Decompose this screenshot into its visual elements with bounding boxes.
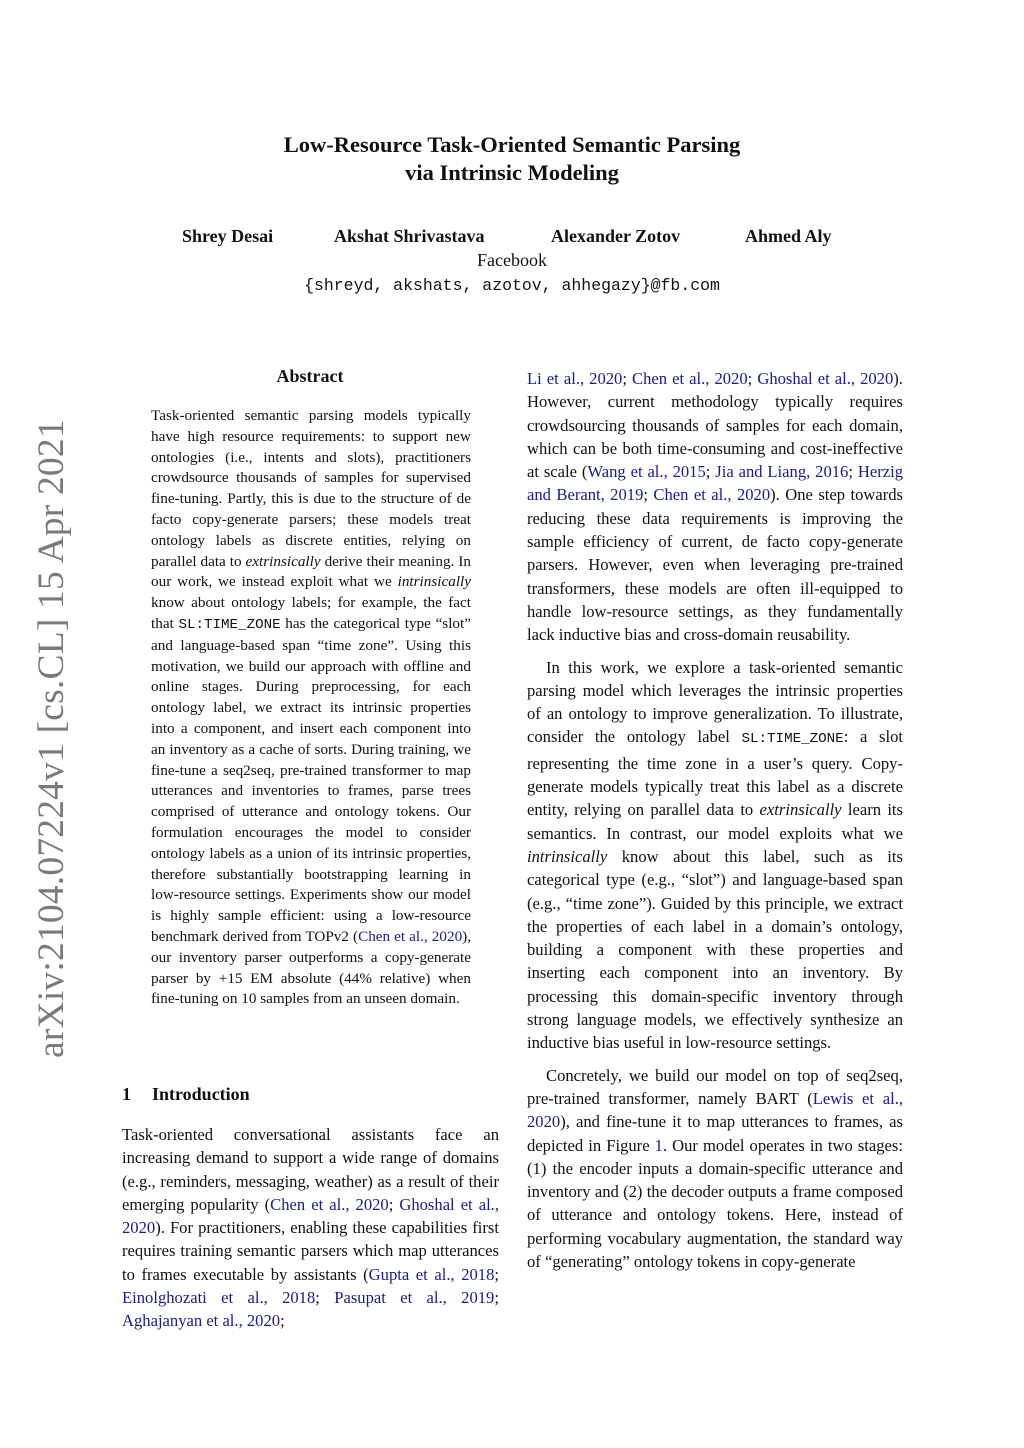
title-line-2: via Intrinsic Modeling — [405, 160, 619, 185]
citation-link[interactable]: Chen et al., 2020 — [270, 1194, 389, 1214]
abstract-heading: Abstract — [276, 366, 344, 386]
citation-link[interactable]: Wang et al., 2015 — [587, 462, 706, 482]
intro-paragraph-2: In this work, we explore a task-oriented semantic parsing model which leverages the intrinsic properties of an ontology to improve generalization. To illustrate, consider the ontology label SL:TIME_ZONE: a slot representing the time zone in a user’s query. Copy-generate models typically treat this label as a discrete entity, relying on parallel data to extrinsically learn its semantics. In contrast, our model exploits what we intrinsically know about this label, such as its categorical type (e.g., “slot”) and language-based span (e.g., “time zone”). Guided by this principle, we extract the properties of each label in a domain’s ontology, building a component with these properties and inserting each component into an inventory. By processing this domain-specific inventory through strong language models, we effectively synthesize an inductive bias useful in low-resource settings. — [527, 657, 903, 1053]
citation-link[interactable]: Pasupat et al., 2019 — [334, 1288, 495, 1308]
section-number: 1 — [122, 1084, 131, 1104]
right-column — [527, 367, 903, 1282]
citation-link[interactable]: Lewis et al., 2020 — [527, 1088, 903, 1132]
affiliation: Facebook — [477, 250, 547, 270]
citation-link[interactable]: Einolghozati et al., 2018 — [122, 1288, 316, 1308]
title-line-1: Low-Resource Task-Oriented Semantic Parsing — [283, 132, 741, 157]
author-name: Alexander Zotov — [551, 226, 681, 246]
abstract-text: Task-oriented semantic parsing models typically have high resource requirements: to support new ontologies (i.e., intents and slots), practitioners crowdsource thousands of samples for supervised fine-tuning. Partly, this is due to the structure of de facto copy-generate parsers; these models treat ontology labels as discrete entities, relying on parallel data to extrinsically derive their meaning. In our work, we instead exploit what we intrinsically know about ontology labels; for example, the fact that SL:TIME_ZONE has the categorical type “slot” and language-based span “time zone”. Using this motivation, we build our approach with offline and online stages. During preprocessing, for each ontology label, we extract its intrinsic properties into a component, and insert each component into an inventory as a cache of sorts. During training, we fine-tune a seq2seq, pre-trained transformer to map utterances and inventories to frames, parse trees comprised of utterance and ontology tokens. Our formulation encourages the model to consider ontology labels as a union of its intrinsic properties, therefore substantially bootstrapping learning in low-resource settings. Experiments show our model is highly sample efficient: using a low-resource benchmark derived from TOPv2 (Chen et al., 2020), our inventory parser outperforms a copy-generate parser by +15 EM absolute (44% relative) when fine-tuning on 10 samples from an unseen domain. — [151, 407, 472, 1008]
ontology-label-code: SL:TIME_ZONE — [741, 731, 844, 748]
citation-link[interactable]: Herzig and Berant, 2019 — [527, 462, 903, 505]
citation-link[interactable]: Chen et al., 2020 — [632, 369, 748, 388]
citation-link[interactable]: Gupta et al., 2018 — [368, 1264, 495, 1284]
citation-link[interactable]: Ghoshal et al., 2020 — [122, 1194, 499, 1238]
citation-link[interactable]: Jia and Liang, 2016 — [715, 462, 849, 482]
citation-link[interactable]: Ghoshal et al., 2020 — [757, 369, 894, 388]
section-title: Introduction — [152, 1084, 250, 1104]
citation-link[interactable]: Chen et al., 2020 — [653, 485, 771, 505]
arxiv-identifier: arXiv:2104.07224v1 [cs.CL] 15 Apr 2021 — [31, 419, 72, 1058]
author-name: Ahmed Aly — [745, 226, 832, 246]
citation-link[interactable]: Li et al., 2020 — [527, 369, 623, 388]
author-name: Shrey Desai — [182, 226, 274, 246]
intro-paragraph-1-part-2: Li et al., 2020; Chen et al., 2020; Ghoshal et al., 2020). However, current methodology typically requires crowdsourcing thousands of samples for each domain, which can be both time-consuming and cost-ineffective at scale (Wang et al., 2015; Jia and Liang, 2016; Herzig and Berant, 2019; Chen et al., 2020). One step towards reducing these data requirements is improving the sample efficiency of current, de facto copy-generate parsers. However, even when leveraging pre-trained transformers, these models are often ill-equipped to handle low-resource settings, as they fundamentally lack inductive bias and cross-domain reusability. — [527, 369, 904, 645]
intro-paragraph-3: Concretely, we build our model on top of seq2seq, pre-trained transformer, namely BART (Lewis et al., 2020), and fine-tune it to map utterances to frames, as depicted in Figure 1. Our model operates in two stages: (1) the encoder inputs a domain-specific utterance and inventory and (2) the decoder outputs a frame composed of utterance and ontology tokens. Here, instead of performing vocabulary augmentation, the standard way of “generating” ontology tokens in copy-generate — [527, 1065, 903, 1271]
section-heading-introduction — [122, 1084, 250, 1105]
ontology-label-code: SL:TIME_ZONE — [178, 616, 281, 633]
intro-paragraph-1-part-1: Task-oriented conversational assistants face an increasing demand to support a wide range of domains (e.g., reminders, messaging, weather) as a result of their emerging popularity (Chen et al., 2020; Ghoshal et al., 2020). For practitioners, enabling these capabilities first requires training semantic parsers which map utterances to frames executable by assistants (Gupta et al., 2018; Einolghozati et al., 2018; Pasupat et al., 2019; Aghajanyan et al., 2020; — [122, 1125, 500, 1331]
author-emails: {shreyd, akshats, azotov, ahhegazy}@fb.com — [304, 276, 720, 295]
figure-reference-link[interactable]: 1 — [654, 1135, 663, 1155]
author-name: Akshat Shrivastava — [334, 226, 485, 246]
citation-link[interactable]: Aghajanyan et al., 2020 — [122, 1311, 281, 1331]
paper-title — [0, 131, 1024, 187]
citation-link[interactable]: Chen et al., 2020 — [358, 927, 463, 945]
